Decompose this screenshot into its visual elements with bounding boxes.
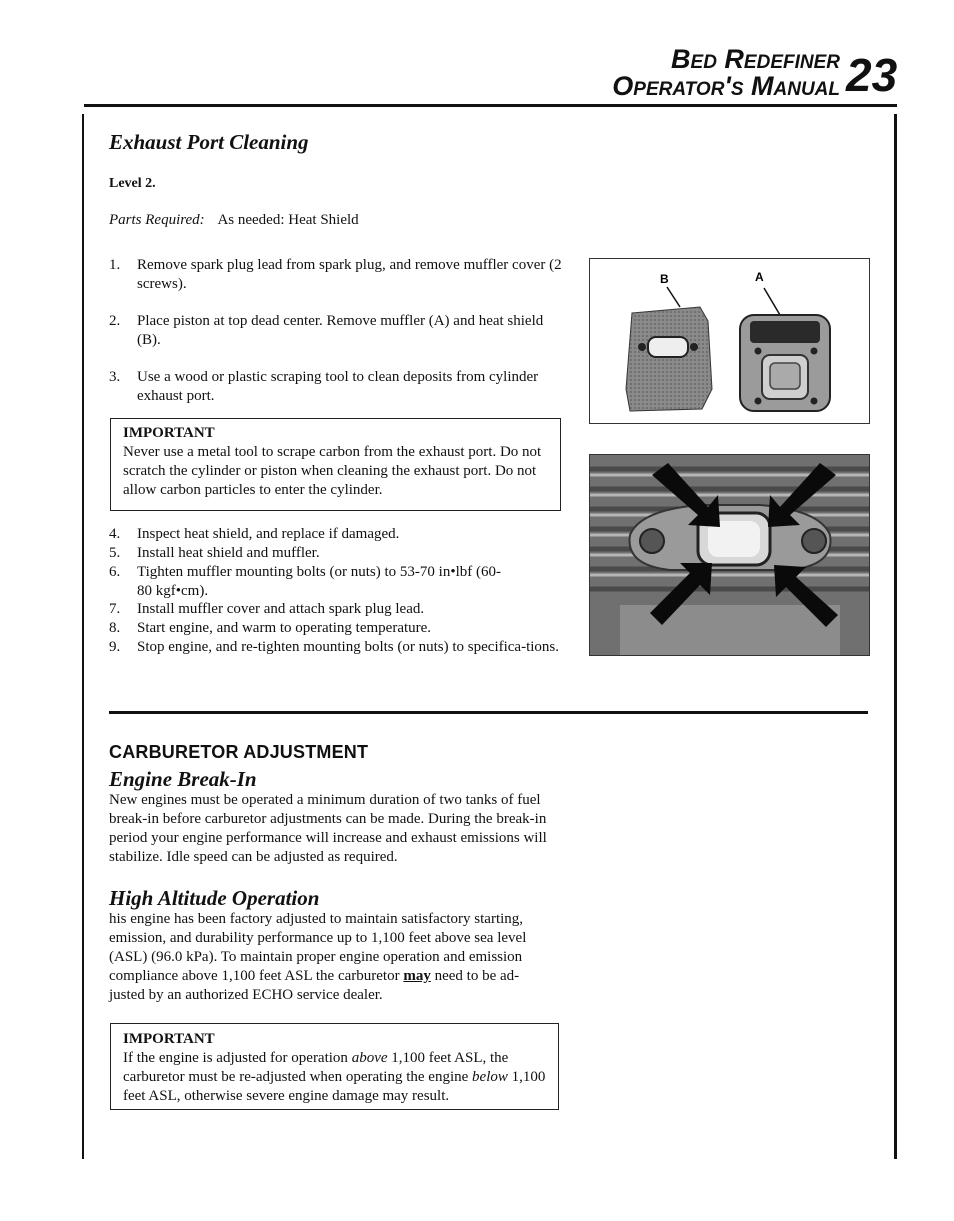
step-item [109, 368, 569, 406]
label-a: A [755, 270, 764, 284]
parts-required-label: Parts Required: [109, 212, 205, 228]
parts-required [109, 211, 359, 230]
important-notice-altitude [110, 1023, 559, 1110]
important-title: IMPORTANT [123, 425, 215, 441]
step-item [109, 638, 559, 657]
manual-title-line1: Bed Redefiner [671, 44, 840, 74]
high-altitude-text-part2: need to be ad-justed by an authorized ECHO service dealer. [109, 968, 520, 1003]
step-item [109, 619, 569, 638]
step-number: 7. [109, 601, 121, 617]
exhaust-section-title: Exhaust Port Cleaning [109, 130, 309, 154]
left-margin-rule [82, 114, 84, 1159]
step-number: 4. [109, 526, 121, 542]
important-text-2: 1,100 feet ASL, the carburetor must be re-adjusted when operating the engine [123, 1050, 509, 1085]
step-item [109, 256, 569, 294]
important-text-1: If the engine is adjusted for operation [123, 1050, 352, 1066]
level-label: Level 2. [109, 176, 156, 191]
step-text: Inspect heat shield, and replace if damaged. [137, 526, 400, 542]
muffler-heat-shield-illustration [590, 259, 869, 423]
step-text: Start engine, and warm to operating temperature. [137, 620, 432, 636]
step-item [109, 312, 569, 350]
important-title: IMPORTANT [123, 1031, 215, 1047]
high-altitude-text-part1: his engine has been factory adjusted to maintain satisfactory starting, emission, and durability performance up to 1,100 feet above sea level (ASL) (96.0 kPa). To maintain proper engine operation and emission compliance above 1,100 feet ASL the carburetor [109, 911, 527, 984]
step-item [109, 563, 509, 601]
engine-break-in-text: New engines must be operated a minimum duration of two tanks of fuel break-in before carburetor adjustments can be made. During the break-in period your engine performance will increase and exhaust emissions will stabilize. Idle speed can be adjusted as required. [109, 792, 547, 865]
high-altitude-text [109, 910, 545, 1005]
step-item [109, 525, 569, 544]
carburetor-heading: CARBURETOR ADJUSTMENT [109, 742, 369, 762]
manual-title-line2: Operator's Manual [612, 71, 840, 101]
step-number: 5. [109, 545, 121, 561]
label-b: B [660, 272, 669, 286]
step-text: Stop engine, and re-tighten mounting bolts (or nuts) to specifica-tions. [137, 639, 560, 655]
parts-required-value: As needed: Heat Shield [217, 212, 359, 228]
exhaust-port-photo [589, 454, 870, 656]
important-text: Never use a metal tool to scrape carbon from the exhaust port. Do not scratch the cylinder or piston when cleaning the exhaust port. Do not allow carbon particles to enter the cylinder. [123, 444, 542, 498]
important-text-3: 1,100 feet ASL, otherwise severe engine damage may result. [123, 1069, 546, 1104]
step-text: Install muffler cover and attach spark plug lead. [137, 601, 425, 617]
engine-break-in-title: Engine Break-In [109, 767, 257, 791]
high-altitude-title: High Altitude Operation [109, 886, 320, 910]
above-emphasis: above [351, 1050, 388, 1066]
step-number: 1. [109, 257, 121, 273]
step-number: 2. [109, 313, 121, 329]
step-text: Install heat shield and muffler. [137, 545, 320, 561]
step-item [109, 544, 569, 563]
step-text: Place piston at top dead center. Remove muffler (A) and heat shield (B). [137, 313, 544, 348]
important-notice-exhaust [110, 418, 561, 511]
may-emphasis: may [403, 968, 431, 984]
right-margin-rule [894, 114, 897, 1159]
step-text: Use a wood or plastic scraping tool to clean deposits from cylinder exhaust port. [137, 369, 539, 404]
step-number: 3. [109, 369, 121, 385]
step-number: 6. [109, 564, 121, 580]
page-number: 23 [846, 49, 898, 101]
step-item [109, 600, 569, 619]
step-text: Remove spark plug lead from spark plug, and remove muffler cover (2 screws). [137, 257, 562, 292]
step-number: 8. [109, 620, 121, 636]
below-emphasis: below [472, 1069, 508, 1085]
header-rule [84, 104, 897, 107]
step-text: Tighten muffler mounting bolts (or nuts) to 53-70 in•lbf (60-80 kgf•cm). [137, 564, 501, 599]
section-divider [109, 711, 868, 714]
step-number: 9. [109, 639, 121, 655]
muffler-heat-shield-figure [589, 258, 870, 424]
exhaust-port-illustration [590, 455, 869, 655]
